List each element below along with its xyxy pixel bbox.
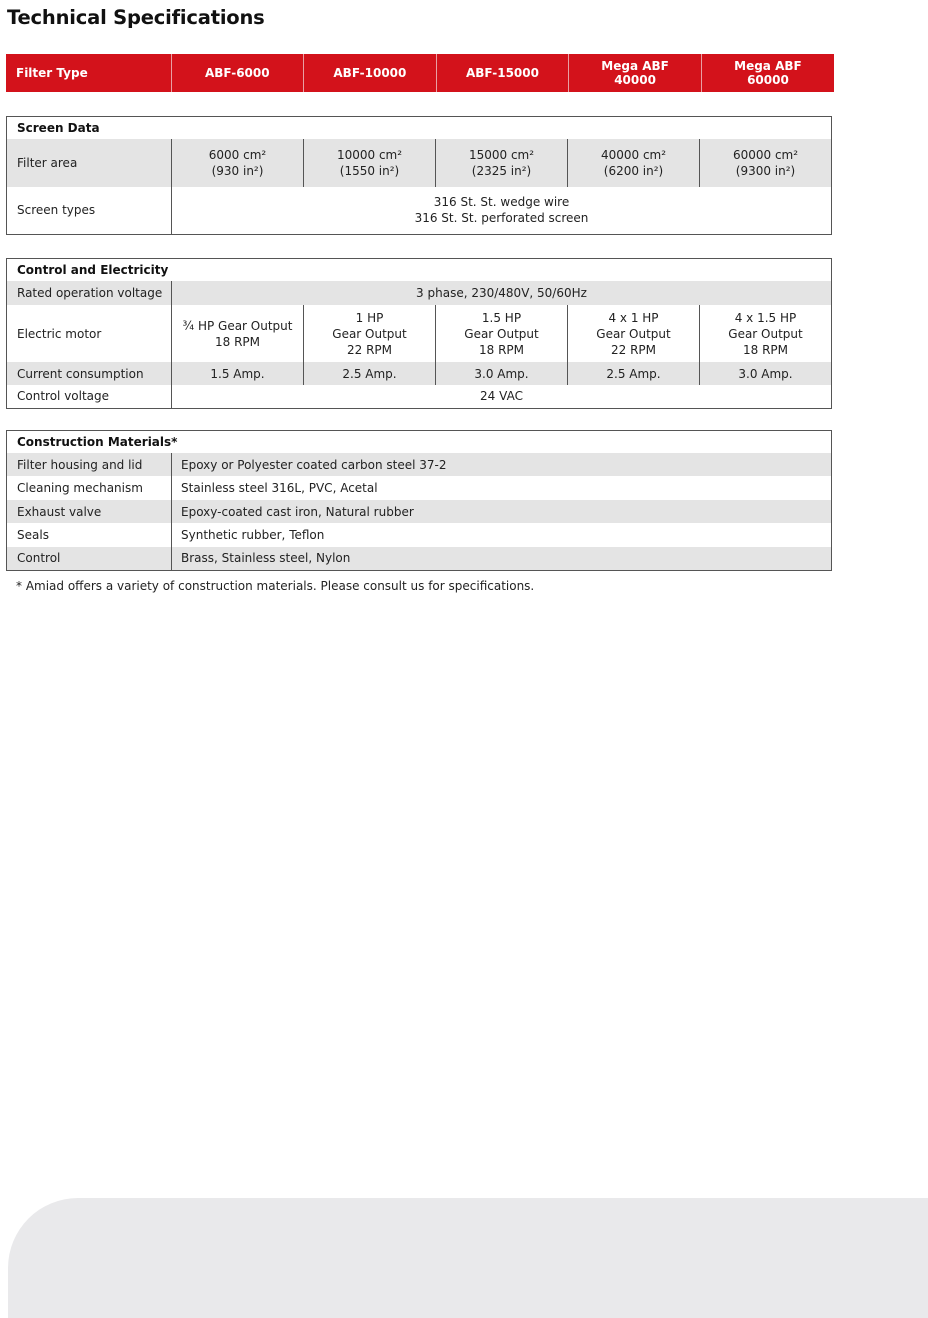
section-title: Construction Materials* (17, 435, 178, 449)
screen-types-row (7, 187, 832, 234)
motor-line: 4 x 1 HP (608, 310, 659, 325)
filter-area-row (7, 139, 832, 187)
model-name: Mega ABF (734, 59, 802, 73)
section-title-row (7, 117, 832, 140)
table-cell (172, 139, 304, 187)
section-title-row (7, 431, 832, 454)
metric-value: 40000 cm² (600, 148, 667, 162)
row-label: Exhaust valve (7, 500, 172, 523)
row-label: Control voltage (17, 389, 110, 404)
control-voltage-row (7, 385, 832, 408)
screen-data-table (6, 116, 832, 235)
table-cell (568, 139, 700, 187)
table-cell (436, 139, 568, 187)
model-name: ABF-15000 (465, 66, 539, 80)
screen-type-1: 316 St. St. wedge wire (433, 195, 570, 210)
table-cell: 3.0 Amp. (700, 362, 832, 385)
motor-line: Gear Output (728, 326, 803, 341)
model-mega-abf-60000 (701, 54, 834, 92)
material-row (7, 547, 832, 570)
section-title: Control and Electricity (17, 263, 169, 277)
material-row (7, 523, 832, 547)
table-cell (700, 305, 832, 362)
motor-line: Gear Output (596, 326, 671, 341)
motor-line: Gear Output (464, 326, 539, 341)
row-label: Screen types (17, 203, 96, 218)
current-consumption-row (7, 362, 832, 385)
table-cell (304, 139, 436, 187)
imperial-value: (930 in²) (211, 164, 264, 178)
model-abf-15000 (436, 54, 569, 92)
model-name: Mega ABF (601, 59, 669, 73)
rated-voltage-row (7, 281, 832, 305)
table-cell (304, 305, 436, 362)
filter-type-header (6, 54, 834, 92)
table-cell (436, 305, 568, 362)
model-abf-10000 (304, 54, 437, 92)
model-name: ABF-10000 (333, 66, 407, 80)
row-label: Cleaning mechanism (17, 481, 143, 495)
imperial-value: (2325 in²) (471, 164, 532, 178)
row-label: Filter area (7, 139, 172, 187)
motor-line: 4 x 1.5 HP (734, 310, 797, 325)
row-label: Current consumption (7, 362, 172, 385)
footnote: * Amiad offers a variety of construction materials. Please consult us for specifications. (16, 579, 535, 593)
imperial-value: (9300 in²) (735, 164, 796, 178)
table-cell: 24 VAC (172, 385, 832, 408)
model-mega-abf-40000 (569, 54, 702, 92)
row-label: Control (7, 547, 172, 570)
motor-line: ¾ HP Gear Output (182, 318, 293, 333)
row-label: Rated operation voltage (7, 281, 172, 305)
metric-value: 10000 cm² (336, 148, 403, 162)
metric-value: 60000 cm² (732, 148, 799, 162)
table-cell: Brass, Stainless steel, Nylon (172, 547, 832, 570)
table-cell: Epoxy or Polyester coated carbon steel 37-2 (172, 453, 832, 476)
imperial-value: (1550 in²) (339, 164, 400, 178)
page-title: Technical Specifications (7, 6, 265, 29)
construction-materials-table (6, 430, 832, 571)
row-label: Seals (17, 528, 49, 542)
table-cell: Synthetic rubber, Teflon (172, 523, 832, 547)
table-cell: 3.0 Amp. (436, 362, 568, 385)
decorative-footer-shape (8, 1198, 928, 1318)
table-cell: 1.5 Amp. (172, 362, 304, 385)
motor-line: 18 RPM (214, 334, 260, 349)
motor-line: 22 RPM (346, 342, 392, 357)
model-number: 40000 (614, 73, 656, 87)
motor-line: 18 RPM (742, 342, 788, 357)
table-cell (568, 305, 700, 362)
row-label: Electric motor (17, 326, 102, 341)
model-name: ABF-6000 (204, 66, 270, 80)
screen-type-2: 316 St. St. perforated screen (414, 211, 589, 226)
section-title-row (7, 259, 832, 282)
motor-line: 18 RPM (478, 342, 524, 357)
material-row (7, 453, 832, 476)
table-cell (172, 187, 832, 234)
metric-value: 15000 cm² (468, 148, 535, 162)
section-title: Screen Data (17, 121, 100, 135)
motor-line: Gear Output (332, 326, 407, 341)
table-cell: 2.5 Amp. (304, 362, 436, 385)
table-cell: 2.5 Amp. (568, 362, 700, 385)
material-row (7, 500, 832, 523)
table-cell: Stainless steel 316L, PVC, Acetal (172, 476, 832, 500)
row-label: Filter housing and lid (7, 453, 172, 476)
electric-motor-row (7, 305, 832, 362)
header-row (6, 54, 834, 92)
table-cell (700, 139, 832, 187)
model-number: 60000 (747, 73, 789, 87)
model-abf-6000 (171, 54, 304, 92)
filter-type-label: Filter Type (6, 54, 171, 92)
table-cell (172, 305, 304, 362)
table-cell: 3 phase, 230/480V, 50/60Hz (172, 281, 832, 305)
metric-value: 6000 cm² (208, 148, 267, 162)
material-row (7, 476, 832, 500)
table-cell: Epoxy-coated cast iron, Natural rubber (172, 500, 832, 523)
control-electricity-table (6, 258, 832, 409)
motor-line: 22 RPM (610, 342, 656, 357)
imperial-value: (6200 in²) (603, 164, 664, 178)
motor-line: 1.5 HP (481, 310, 522, 325)
motor-line: 1 HP (355, 310, 384, 325)
